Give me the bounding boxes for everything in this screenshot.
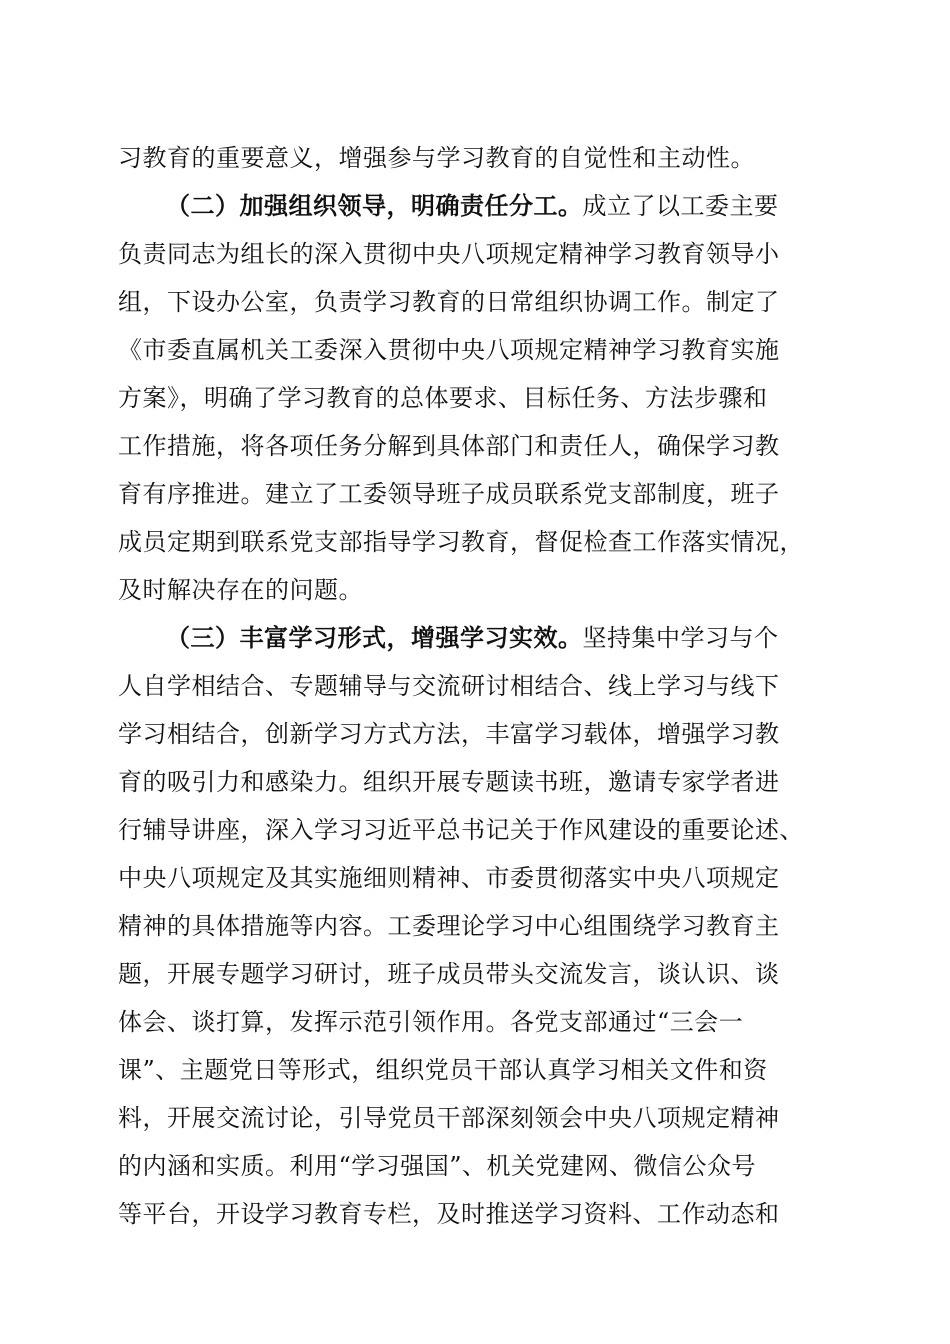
- text-line: 方案》，明确了学习教育的总体要求、目标任务、方法步骤和: [118, 384, 768, 412]
- section-3-text: 坚持集中学习与个: [582, 624, 779, 652]
- text-line: 习教育的重要意义，增强参与学习教育的自觉性和主动性。: [118, 144, 755, 172]
- text-line: 育有序推进。建立了工委领导班子成员联系党支部制度，班子: [118, 480, 780, 508]
- text-line: 等平台，开设学习教育专栏，及时推送学习资料、工作动态和: [118, 1200, 780, 1228]
- text-line: 成员定期到联系党支部指导学习教育，督促检查工作落实情况，: [118, 528, 804, 556]
- text-line: 负责同志为组长的深入贯彻中央八项规定精神学习教育领导小: [118, 240, 780, 268]
- text-line: 精神的具体措施等内容。工委理论学习中心组围绕学习教育主: [118, 912, 780, 940]
- text-line: 体会、谈打算，发挥示范引领作用。各党支部通过“三会一: [118, 1008, 744, 1036]
- text-line: 育的吸引力和感染力。组织开展专题读书班，邀请专家学者进: [118, 768, 780, 796]
- section-2-paragraph-start: [166, 186, 779, 226]
- text-line: 人自学相结合、专题辅导与交流研讨相结合、线上学习与线下: [118, 672, 780, 700]
- section-3-paragraph-start: [166, 618, 779, 658]
- text-line: 《市委直属机关工委深入贯彻中央八项规定精神学习教育实施: [118, 336, 780, 364]
- text-line: 组，下设办公室，负责学习教育的日常组织协调工作。制定了: [118, 288, 780, 316]
- text-line: 题，开展专题学习研讨，班子成员带头交流发言，谈认识、谈: [118, 960, 780, 988]
- text-line: 中央八项规定及其实施细则精神、市委贯彻落实中央八项规定: [118, 864, 780, 892]
- text-line: 及时解决存在的问题。: [118, 576, 363, 604]
- text-line: 学习相结合，创新学习方式方法，丰富学习载体，增强学习教: [118, 720, 780, 748]
- text-line: 工作措施，将各项任务分解到具体部门和责任人，确保学习教: [118, 432, 780, 460]
- text-line: 的内涵和实质。利用“学习强国”、机关党建网、微信公众号: [118, 1152, 757, 1180]
- text-line: 料，开展交流讨论，引导党员干部深刻领会中央八项规定精神: [118, 1104, 780, 1132]
- section-3-heading: （三）丰富学习形式，增强学习实效。: [166, 623, 583, 652]
- section-2-heading: （二）加强组织领导，明确责任分工。: [166, 191, 583, 220]
- section-2-text: 成立了以工委主要: [582, 192, 779, 220]
- text-line: 课”、主题党日等形式，组织党员干部认真学习相关文件和资: [118, 1056, 768, 1084]
- text-line: 行辅导讲座，深入学习习近平总书记关于作风建设的重要论述、: [118, 816, 804, 844]
